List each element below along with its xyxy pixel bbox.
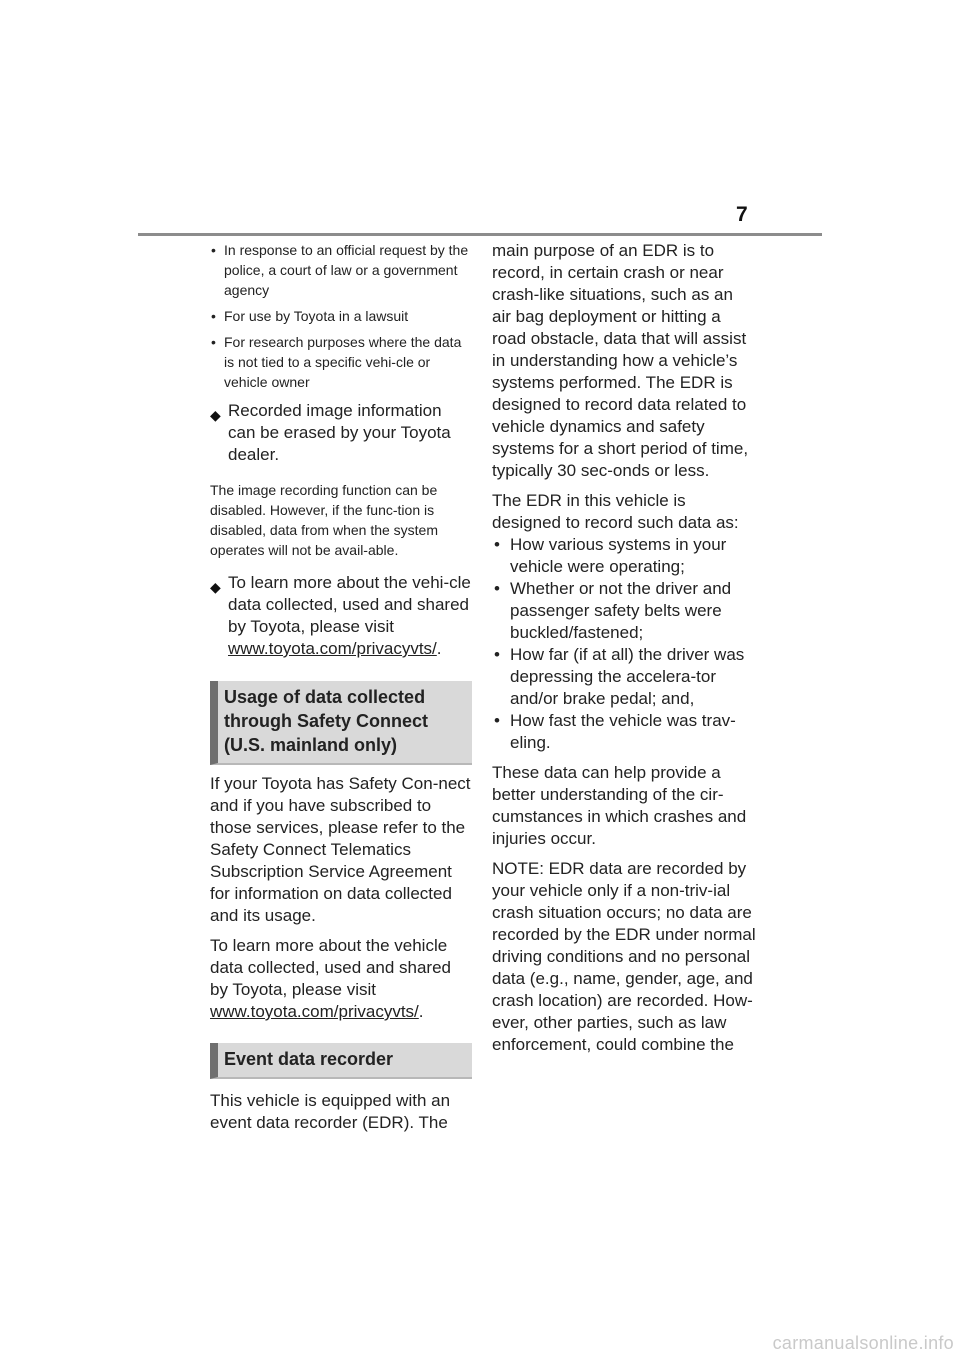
disable-note: The image recording function can be disabled. However, if the func-tion is disabled, data from when the system operates will not be avail-able.: [210, 482, 439, 558]
usage-purpose-list: [210, 240, 472, 392]
safety-connect-learn-more-text: To learn more about the vehicle data collected, used and shared by Toyota, please visit: [210, 936, 452, 999]
learn-more-suffix: .: [436, 639, 442, 658]
safety-connect-learn-more: [210, 935, 472, 1023]
learn-more-text: To learn more about the vehi-cle data collected, used and shared by Toyota, please visit: [228, 573, 471, 636]
list-item: • How fast the vehicle was trav-eling.: [492, 710, 756, 754]
section-heading-safety-connect: Usage of data collected through Safety Connect (U.S. mainland only): [210, 681, 472, 765]
list-item: • For research purposes where the data is not tied to a specific vehi-cle or vehicle owner: [210, 332, 472, 392]
watermark: carmanualsonline.info: [772, 1333, 954, 1353]
page-number: 7: [736, 203, 748, 226]
edr-note-paragraph: NOTE: EDR data are recorded by your vehicle only if a non-triv-ial crash situation occurs; no data are recorded by the EDR under normal driving conditions and no personal data (e.g., name, gender, age, and crash location) are recorded. How-ever, other parties, such as law enforcement, could combine the: [492, 859, 756, 1054]
diamond-bullet-icon: ◆: [210, 407, 221, 423]
list-item: • In response to an official request by the police, a court of law or a government agency: [210, 240, 472, 300]
list-item: • Whether or not the driver and passenger safety belts were buckled/fastened;: [492, 578, 756, 644]
learn-more-item: [210, 572, 472, 660]
edr-purpose-paragraph: main purpose of an EDR is to record, in certain crash or near crash-like situations, such as an air bag deployment or hitting a road obstacle, data that will assist in understanding how a vehicle’s systems performed. The EDR is designed to record data related to vehicle dynamics and safety systems for a short period of time, typically 30 sec-onds or less.: [492, 241, 749, 480]
edr-intro-paragraph: This vehicle is equipped with an event data recorder (EDR). The: [210, 1091, 451, 1132]
safety-connect-learn-more-suffix: .: [418, 1002, 424, 1021]
list-item: • How far (if at all) the driver was depressing the accelera-tor and/or brake pedal; and,: [492, 644, 756, 710]
diamond-bullet-icon: ◆: [210, 579, 221, 595]
privacy-link[interactable]: www.toyota.com/privacyvts/: [210, 1002, 419, 1021]
recorded-image-item: [210, 400, 472, 466]
left-column: [210, 240, 472, 1134]
edr-understanding-paragraph: These data can help provide a better understanding of the cir-cumstances in which crashes and injuries occur.: [492, 763, 747, 848]
safety-connect-paragraph: If your Toyota has Safety Con-nect and if you have subscribed to those services, please refer to the Safety Connect Telematics Subscription Service Agreement for information on data collected and its usage.: [210, 774, 471, 925]
edr-record-paragraph: The EDR in this vehicle is designed to record such data as:: [492, 491, 739, 532]
section-heading-event-data-recorder: Event data recorder: [210, 1043, 472, 1079]
header-rule: [138, 233, 822, 236]
edr-data-list: [492, 534, 756, 754]
recorded-image-text: Recorded image information can be erased by your Toyota dealer.: [228, 401, 451, 464]
privacy-link[interactable]: www.toyota.com/privacyvts/: [228, 639, 437, 658]
right-column: [492, 240, 756, 1056]
list-item: • For use by Toyota in a lawsuit: [210, 306, 472, 326]
list-item: • How various systems in your vehicle were operating;: [492, 534, 756, 578]
